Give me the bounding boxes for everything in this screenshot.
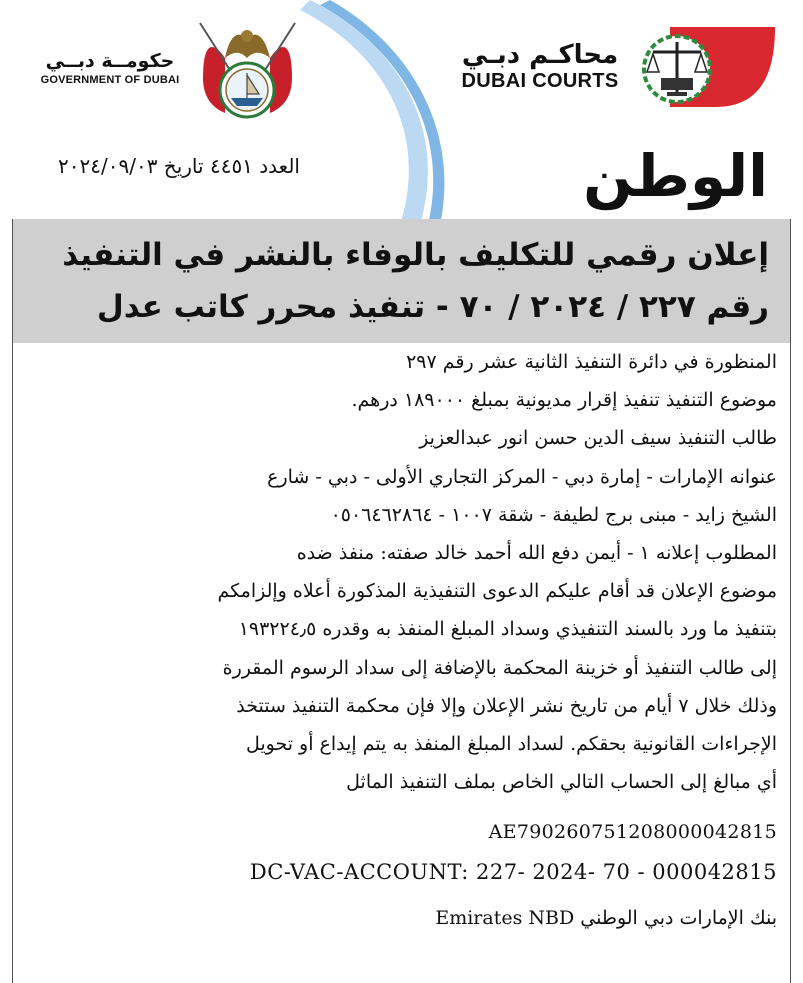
dubai-emblem-icon bbox=[195, 18, 300, 130]
decorative-swoosh bbox=[300, 0, 460, 225]
courts-name-ar: محاكـم دبـي bbox=[461, 40, 619, 70]
government-name-en: GOVERNMENT OF DUBAI bbox=[40, 74, 180, 86]
government-name-ar: حكومــة دبــي bbox=[45, 50, 175, 72]
iban-number: AE790260751208000042815 bbox=[488, 821, 777, 843]
body-line: عنوانه الإمارات - إمارة دبي - المركز التجاري الأولى - دبي - شارع bbox=[267, 466, 777, 488]
newspaper-name: الوطن bbox=[583, 142, 768, 210]
body-line: بتنفيذ ما ورد بالسند التنفيذي وسداد المبلغ المنفذ به وقدره ١٩٣٢٢٤٫٥ bbox=[238, 618, 777, 640]
header bbox=[0, 0, 803, 225]
bank-name: بنك الإمارات دبي الوطني Emirates NBD bbox=[435, 907, 777, 929]
courts-name-en: DUBAI COURTS bbox=[461, 70, 619, 92]
issue-number-date: العدد ٤٤٥١ تاريخ ٢٠٢٤/٠٩/٠٣ bbox=[58, 154, 300, 178]
body-line: الإجراءات القانونية بحقكم. لسداد المبلغ المنفذ به يتم إيداع أو تحويل bbox=[245, 733, 777, 755]
body-line: إلى طالب التنفيذ أو خزينة المحكمة بالإضافة إلى سداد الرسوم المقررة bbox=[222, 657, 777, 679]
body-line: الشيخ زايد - مبنى برج لطيفة - شقة ١٠٠٧ - ٠٥٠٦٤٦٢٨٦٤ bbox=[330, 504, 777, 526]
body-line: المنظورة في دائرة التنفيذ الثانية عشر رقم ٢٩٧ bbox=[406, 351, 777, 373]
account-number: DC-VAC-ACCOUNT: 227- 2024- 70 - 000042815 bbox=[249, 860, 777, 884]
banner-title-line-1: إعلان رقمي للتكليف بالوفاء بالنشر في التنفيذ bbox=[62, 237, 769, 273]
government-of-dubai-logo bbox=[30, 50, 190, 86]
body-line: المطلوب إعلانه ١ - أيمن دفع الله أحمد خالد صفته: منفذ ضده bbox=[296, 542, 777, 564]
banner-title-line-2: رقم ٢٢٧ / ٢٠٢٤ / ٧٠ - تنفيذ محرر كاتب عدل bbox=[96, 289, 769, 325]
body-line: وذلك خلال ٧ أيام من تاريخ نشر الإعلان وإلا فإن محكمة التنفيذ ستتخذ bbox=[236, 695, 777, 717]
body-line: أي مبالغ إلى الحساب التالي الخاص بملف التنفيذ الماثل bbox=[346, 771, 777, 793]
body-line: طالب التنفيذ سيف الدين حسن انور عبدالعزيز bbox=[419, 427, 777, 449]
body-line: موضوع الإعلان قد أقام عليكم الدعوى التنفيذية المذكورة أعلاه وإلزامكم bbox=[217, 580, 777, 602]
title-banner bbox=[12, 219, 791, 343]
announcement-body bbox=[12, 343, 791, 943]
dubai-courts-logo bbox=[460, 40, 620, 93]
body-line: موضوع التنفيذ تنفيذ إقرار مديونية بمبلغ ١٨٩٠٠٠ درهم. bbox=[351, 389, 777, 411]
courts-scales-icon bbox=[625, 22, 775, 112]
